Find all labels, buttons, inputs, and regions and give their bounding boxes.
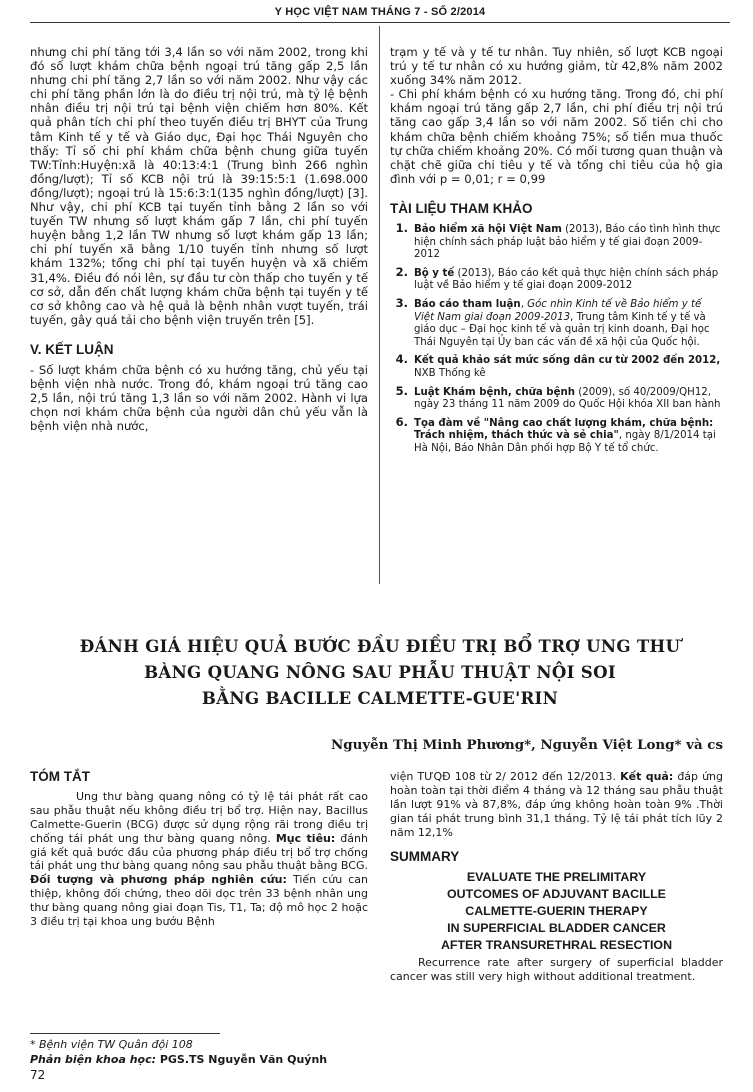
english-title-line: AFTER TRANSURETHRAL RESECTION	[440, 938, 673, 953]
abstract-methods-cont: viện TƯQĐ 108 từ 2/ 2012 đến 12/2013.	[390, 770, 616, 783]
abstract-objective-text: đánh giá kết quả bước đầu của phương pháp điều trị bổ trợ chống tái phát ung thư bàng quang nông sau phẫu thuật bằng BCG.	[30, 831, 368, 873]
footnotes	[30, 1037, 375, 1067]
english-title	[390, 869, 723, 954]
reference-details: , ngày 8/1/2014 tại Hà Nội, Báo Nhân Dân phối hợp Bộ Y tế tổ chức.	[414, 430, 716, 454]
abstract-heading: TÓM TẮT	[30, 769, 90, 784]
reference-author: Luật Khám bệnh, chữa bệnh	[414, 386, 576, 398]
reviewer-label: Phản biện khoa học:	[30, 1053, 157, 1066]
reference-details: NXB Thống kê	[414, 367, 486, 379]
abstract-methods-label: Đối tượng và phương pháp nghiên cứu:	[30, 873, 287, 887]
journal-header: Y HỌC VIỆT NAM THÁNG 7 - SỐ 2/2014	[274, 6, 486, 18]
summary-heading: SUMMARY	[390, 848, 460, 864]
english-title-line: OUTCOMES OF ADJUVANT BACILLE	[447, 887, 666, 902]
article-authors: Nguyễn Thị Minh Phương*, Nguyễn Việt Long* và cs	[331, 737, 723, 753]
english-title-line: CALMETTE-GUERIN THERAPY	[465, 904, 648, 919]
article-title-line: ĐÁNH GIÁ HIỆU QUẢ BƯỚC ĐẦU ĐIỀU TRỊ BỔ TRỢ UNG THƯ	[79, 636, 681, 656]
references-heading: TÀI LIỆU THAM KHẢO	[390, 200, 533, 216]
article-title	[40, 633, 720, 711]
article-title-line: BẰNG BACILLE CALMETTE-GUE'RIN	[201, 688, 559, 708]
reference-details: (2009), số 40/2009/QH12, ngày 23 tháng 11 năm 2009 do Quốc Hội khóa XII ban hành	[414, 386, 721, 411]
abstract-intro: Ung thư bàng quang nông có tỷ lệ tái phát rất cao sau phẫu thuật nếu không điều trị bổ trợ. Hiện nay, Bacillus Calmette-Guerin (BCG) được sử dụng rộng rãi trong điều trị chống tái phát ung thư bàng quang nông.	[30, 789, 368, 845]
abstract-results-label: Kết quả:	[620, 770, 674, 783]
reference-list	[390, 222, 723, 456]
reviewer-line	[30, 1052, 375, 1067]
conclusion-heading: V. KẾT LUẬN	[30, 341, 114, 357]
reference-details: (2013), Báo cáo kết quả thực hiện chính sách pháp luật về Bảo hiểm y tế giai đoạn 2009-2012	[414, 267, 719, 292]
reference-item: 3. Báo cáo tham luận, Góc nhìn Kinh tế về Bảo hiểm y tế Việt Nam giai đoạn 2009-2013, Trung tâm Kinh tế y tế và giáo dục – Đại học kinh tế và quản trị kinh doanh, Đại học Thái Nguyên tại Ủy ban các vấn đề xã hội của Quốc hội.	[412, 297, 723, 349]
footnote-rule	[30, 1033, 220, 1034]
reference-author: Bộ y tế	[414, 267, 455, 279]
reference-author: Kết quả khảo sát mức sống dân cư từ 2002 đến 2012,	[414, 355, 721, 367]
reference-item	[412, 266, 723, 293]
discussion-paragraph: nhưng chi phí tăng tới 3,4 lần so với năm 2002, trong khi đó số lượt khám chữa bệnh ngoại trú tăng gấp 2,5 lần nhưng chi phí tăng 2,7 lần so với năm 2002. Như vậy các chi phí tăng phần lớn là do điều trị nội trú, mà tỷ lệ bệnh nhân điều trị nội trú tại bệnh viện chiếm hơn 80%. Kết quả phân tích chi phí theo tuyến điều trị BHYT của Trung tâm Kinh tế y tế và Giáo dục, Đại học Thái Nguyên cho thấy: Tỉ số chi phí khám chữa bệnh chung giữa tuyến TW:Tỉnh:Huyện:xã là 40:13:4:1 (Trung bình 266 nghìn đồng/lượt); Tỉ số KCB nội trú là 39:15:5:1 (1.698.000 đồng/lượt); ngoại trú là 15:6:3:1(135 nghìn đồng/lượt) [3]. Như vậy, chi phí KCB tại tuyến tỉnh bằng 2 lần so với tuyến TW nhưng số lượt khám gấp 7 lần, chi phí tuyến huyện bằng 1,2 lần TW nhưng số lượt khám gấp 13 lần; chi phí tuyến xã bằng 1/10 tuyến tỉnh nhưng số lượt khám 132%; tổng chi phí tại tuyến huyện và xã chiếm 31,4%. Điều đó nói lên, sự đầu tư còn thấp cho tuyến y tế cơ sở, dẫn đến chất lượng khám chữa bệnh tại tuyến y tế cơ sở không cao và hệ quả là bệnh nhân vượt tuyến, trái tuyến, gây quá tải cho bệnh viện truyến trên [5].	[30, 45, 368, 327]
reference-item	[412, 416, 723, 456]
reviewer-name: PGS.TS Nguyễn Văn Quýnh	[156, 1053, 328, 1066]
reference-author: Tọa đàm về "Nâng cao chất lượng khám, chữa bệnh: Trách nhiệm, thách thức và sẻ chia"	[414, 417, 714, 442]
abstract-results-text: đáp ứng hoàn toàn tại thời điểm 4 tháng và 12 tháng sau phẫu thuật lần lượt 91% và 87,8%, đáp ứng không hoàn toàn 9% .Thời gian tái phát trung bình 31,1 tháng. Tỷ lệ tái phát tích lũy 2 năm 12,1%	[390, 770, 724, 839]
conclusion-paragraph: - Số lượt khám chữa bệnh có xu hướng tăng, chủ yếu tại bệnh viện nhà nước. Trong đó, khám ngoại trú tăng cao 2,5 lần, nội trú tăng 1,3 lần so với năm 2002. Hành vi lựa chọn nơi khám chữa bệnh của người dân chủ yếu vẫn là bệnh viện nhà nước,	[30, 362, 368, 434]
reference-item	[412, 353, 723, 380]
article-title-line: BÀNG QUANG NÔNG SAU PHẪU THUẬT NỘI SOI	[144, 662, 616, 682]
abstract-methods-text: Tiến cứu can thiệp, không đối chứng, theo dõi dọc trên 33 bệnh nhân ung thư bàng quang nông giai đoạn Tis, T1, Ta; độ mô học 2 hoặc 3 điều trị tại khoa ung bướu Bệnh	[30, 873, 369, 929]
conclusion-paragraph-cont: trạm y tế và y tế tư nhân. Tuy nhiên, số lượt KCB ngoại trú y tế tư nhân có xu hướng giảm, từ 42,8% năm 2002 xuống 34% năm 2012.	[390, 45, 723, 88]
left-column	[30, 45, 368, 433]
abstract-paragraph-cont	[390, 770, 723, 840]
abstract-paragraph	[30, 790, 368, 929]
abstract-column-right	[390, 770, 723, 984]
reference-title: Góc nhìn Kinh tế về Bảo hiểm y tế Việt Nam giai đoạn 2009-2013	[414, 299, 702, 323]
abstract-objective-label: Mục tiêu:	[275, 831, 336, 845]
page-number: 72	[30, 1068, 46, 1082]
column-divider	[379, 26, 380, 584]
english-title-line: IN SUPERFICIAL BLADDER CANCER	[447, 921, 666, 936]
reference-author: Báo cáo tham luận	[414, 299, 521, 310]
reference-item	[412, 385, 723, 412]
header-rule	[30, 22, 730, 23]
reference-author: Bảo hiểm xã hội Việt Nam	[414, 224, 562, 236]
reference-item	[412, 222, 723, 262]
abstract-column-left	[30, 770, 368, 929]
english-title-line: EVALUATE THE PRELIMITARY	[466, 870, 647, 885]
conclusion-paragraph-2: - Chi phí khám bệnh có xu hướng tăng. Trong đó, chi phí khám ngoại trú tăng gấp 2,7 lần, chi phí điều trị nội trú tăng cao gấp 3,4 lần so với năm 2002. Số tiền chi cho khám chữa bệnh chiếm khoảng 75%; số tiền mua thuốc tự chữa chiếm khoảng 20%. Có mối tương quan thuận và chặt chẽ giữa chi tiêu y tế và tổng chi tiêu của hộ gia đình với p = 0,01; r = 0,99	[390, 87, 723, 186]
reference-details: (2013), Báo cáo tình hình thực hiện chính sách pháp luật bảo hiểm y tế giai đoạn 2009-2012	[414, 224, 721, 261]
author-affiliation: * Bệnh viện TW Quân đội 108	[30, 1038, 193, 1051]
right-column	[390, 45, 723, 460]
reference-details: , Trung tâm Kinh tế y tế và giáo dục – Đại học kinh tế và quản trị kinh doanh, Đại học Thái Nguyên tại Ủy ban các vấn đề xã hội của Quốc hội.	[414, 311, 710, 348]
summary-paragraph: Recurrence rate after surgery of superficial bladder cancer was still very high without additional treatment.	[390, 956, 723, 984]
